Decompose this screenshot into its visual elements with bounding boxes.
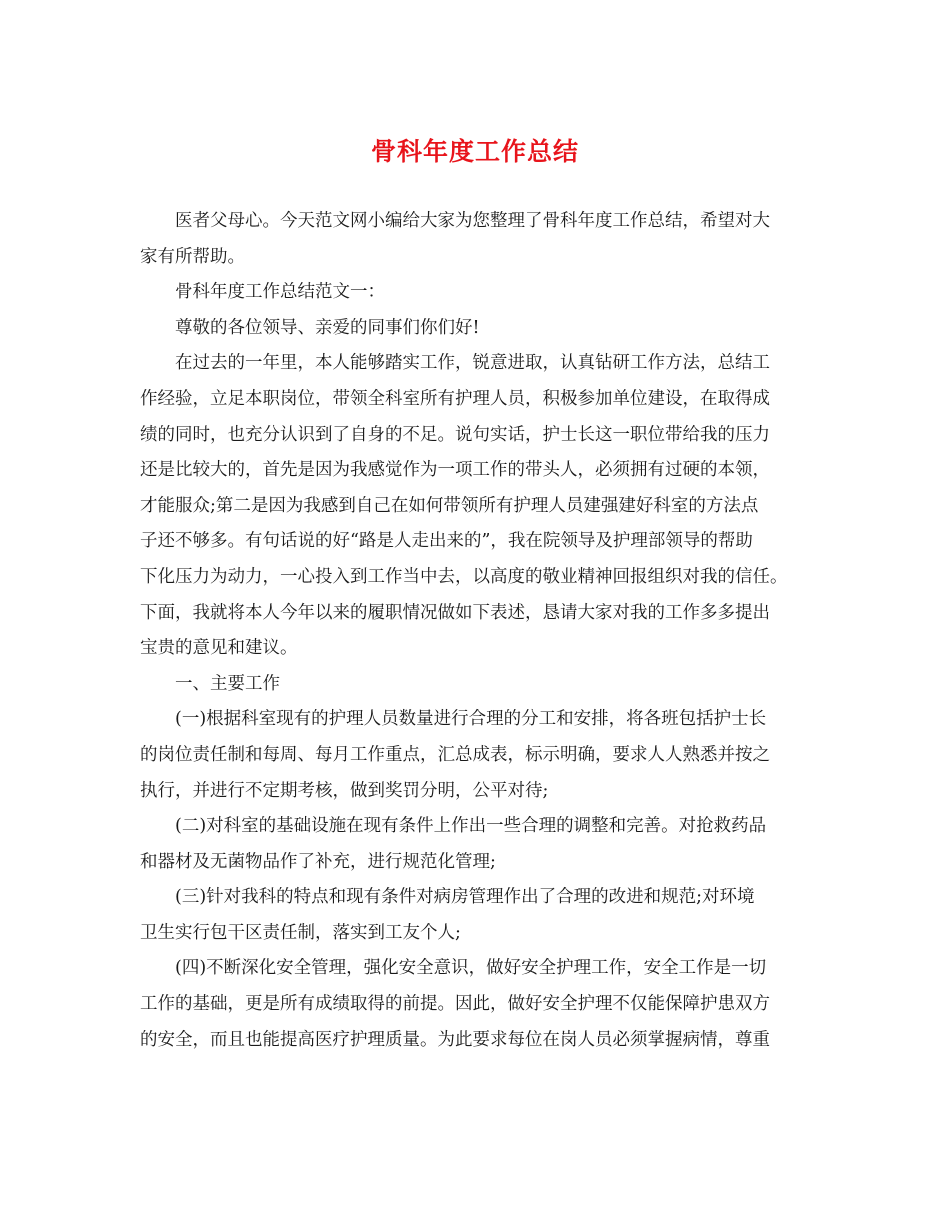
paragraph-line: 下面，我就将本人今年以来的履职情况做如下表述，恳请大家对我的工作多多提出 <box>140 602 770 623</box>
paragraph <box>140 311 820 347</box>
paragraph <box>140 702 820 809</box>
paragraph <box>140 204 820 275</box>
paragraph-line: 还是比较大的，首先是因为我感觉作为一项工作的带头人，必须拥有过硬的本领， <box>140 460 770 481</box>
paragraph-line: 工作的基础，更是所有成绩取得的前提。因此，做好安全护理不仅能保障护患双方 <box>140 994 770 1015</box>
paragraph-line: 宝贵的意见和建议。 <box>140 638 298 659</box>
paragraph-line: 的岗位责任制和每周、每月工作重点，汇总成表，标示明确，要求人人熟悉并按之 <box>140 744 770 765</box>
paragraph <box>140 880 820 951</box>
paragraph-line: 下化压力为动力，一心投入到工作当中去，以高度的敬业精神回报组织对我的信任。 <box>140 566 788 587</box>
document-title: 骨科年度工作总结 <box>370 137 579 166</box>
paragraph <box>140 951 820 1058</box>
paragraph-line: (二)对科室的基础设施在现有条件上作出一些合理的调整和完善。对抢救药品 <box>175 816 767 837</box>
paragraph-line: 骨科年度工作总结范文一： <box>175 282 385 303</box>
paragraph-line: 在过去的一年里，本人能够踏实工作，锐意进取，认真钻研工作方法，总结工 <box>175 353 770 374</box>
paragraph-line: 作经验，立足本职岗位，带领全科室所有护理人员，积极参加单位建设，在取得成 <box>140 388 770 409</box>
paragraph-line: 尊敬的各位领导、亲爱的同事们你们好! <box>175 317 480 338</box>
paragraph-line: (四)不断深化安全管理，强化安全意识，做好安全护理工作，安全工作是一切 <box>175 958 767 979</box>
paragraph <box>140 809 820 880</box>
paragraph <box>140 667 820 703</box>
paragraph-line: 医者父母心。今天范文网小编给大家为您整理了骨科年度工作总结，希望对大 <box>175 211 770 231</box>
paragraph-line: 绩的同时，也充分认识到了自身的不足。说句实话，护士长这一职位带给我的压力 <box>140 424 770 445</box>
document-body <box>140 204 820 1058</box>
paragraph <box>140 275 820 311</box>
paragraph-line: 子还不够多。有句话说的好“路是人走出来的”，我在院领导及护理部领导的帮助 <box>140 531 753 552</box>
paragraph <box>140 346 820 666</box>
paragraph-line: 卫生实行包干区责任制，落实到工友个人; <box>140 922 461 943</box>
paragraph-line: (一)根据科室现有的护理人员数量进行合理的分工和安排，将各班包括护士长 <box>175 709 767 730</box>
paragraph-line: (三)针对我科的特点和现有条件对病房管理作出了合理的改进和规范;对环境 <box>175 887 755 908</box>
paragraph-line: 才能服众;第二是因为我感到自己在如何带领所有护理人员建强建好科室的方法点 <box>140 495 759 516</box>
paragraph-line: 和器材及无菌物品作了补充，进行规范化管理; <box>140 851 496 872</box>
paragraph-line: 一、主要工作 <box>175 673 280 694</box>
paragraph-line: 执行，并进行不定期考核，做到奖罚分明，公平对待; <box>140 780 549 801</box>
paragraph-line: 的安全，而且也能提高医疗护理质量。为此要求每位在岗人员必须掌握病情，尊重 <box>140 1029 770 1050</box>
paragraph-line: 家有所帮助。 <box>140 246 245 267</box>
